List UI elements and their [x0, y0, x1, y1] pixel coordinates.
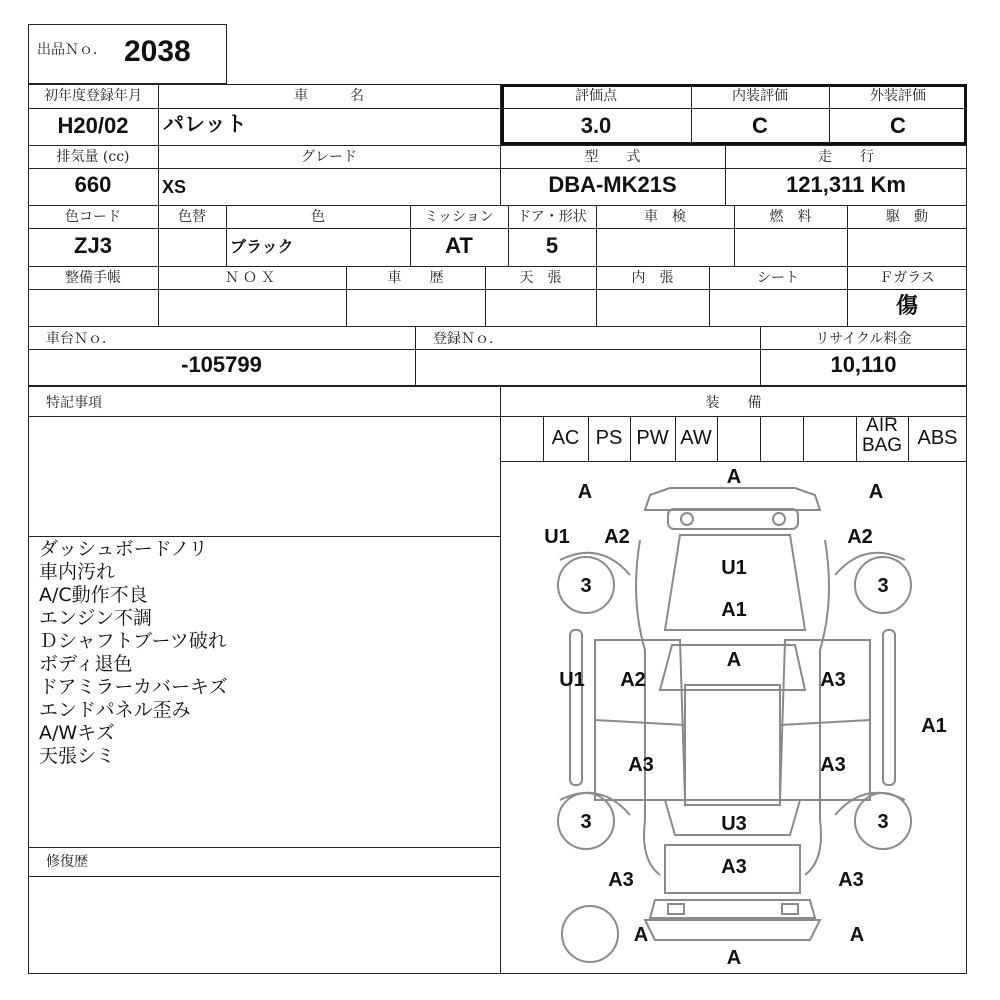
- interior-roof-label: 内 張: [631, 270, 674, 286]
- repair-history-label: 修復歴: [46, 854, 88, 870]
- mark-roof: U3: [721, 813, 747, 835]
- mission-value: AT: [445, 233, 473, 258]
- spare-wheel: [562, 906, 618, 962]
- displacement-label: 排気量 (cc): [56, 149, 130, 165]
- repaint-label: 色替: [178, 209, 206, 225]
- mileage-value: 121,311 Km: [786, 172, 906, 197]
- color-label: 色: [311, 209, 325, 225]
- mark-left-front-door-2: A2: [620, 669, 646, 691]
- lot-number: 2038: [124, 35, 191, 68]
- note-line: エンドパネル歪み: [39, 699, 191, 721]
- model-value: DBA-MK21S: [548, 172, 677, 197]
- mark-hood-2: A1: [721, 599, 747, 621]
- mark-right-rear-door: A3: [820, 754, 846, 776]
- grade-label: グレード: [301, 149, 357, 165]
- fuel-label: 燃 料: [769, 209, 812, 225]
- mark-left-front-panel: A2: [604, 526, 630, 548]
- car-name-label: 車 名: [294, 88, 364, 104]
- note-line: 天張シミ: [39, 745, 116, 767]
- model-label: 型 式: [584, 149, 641, 165]
- vehicle-history-label: 車 歴: [387, 270, 444, 286]
- service-book-label: 整備手帳: [65, 270, 121, 286]
- score-label: 評価点: [575, 88, 617, 104]
- equipment-ps: PS: [595, 427, 623, 449]
- mark-hood: U1: [721, 557, 747, 579]
- mark-rear-bumper: A: [726, 947, 742, 969]
- mark-left-quarter: A3: [608, 869, 634, 891]
- equipment-airbag: AIR BAG: [861, 415, 903, 456]
- equipment-pw: PW: [636, 427, 669, 449]
- mark-right-front-door: A3: [820, 669, 846, 691]
- mark-rear-left-corner: A: [633, 924, 649, 946]
- mission-label: ミッション: [424, 209, 494, 225]
- mileage-label: 走 行: [818, 149, 874, 165]
- equipment-aw: AW: [680, 427, 712, 449]
- mark-rear-right-corner: A: [849, 924, 865, 946]
- note-line: ダッシュボードノリ: [39, 538, 208, 560]
- note-line: 車内汚れ: [39, 561, 116, 583]
- mark-windshield: A: [726, 649, 742, 671]
- note-line: A/Wキズ: [39, 722, 115, 744]
- mark-rear-left-wheel: 3: [580, 811, 592, 833]
- mark-back-door: A3: [721, 856, 747, 878]
- mark-right-front-panel: A2: [847, 526, 873, 548]
- mark-front-bumper: A: [726, 466, 742, 488]
- note-line: エンジン不調: [39, 607, 153, 629]
- equipment-label: 装 備: [705, 395, 762, 411]
- notes-label: 特記事項: [46, 395, 102, 411]
- mark-rear-right-wheel: 3: [877, 811, 889, 833]
- sunroof-label: 天 張: [519, 270, 562, 286]
- mark-right-quarter: A3: [838, 869, 864, 891]
- equipment-abs: ABS: [917, 427, 958, 449]
- note-line: ドアミラーカバーキズ: [39, 676, 228, 698]
- seat-label: シート: [757, 270, 799, 286]
- mark-front-left-corner: A: [577, 481, 593, 503]
- mark-left-front-fender: U1: [544, 526, 570, 548]
- mark-front-right-wheel: 3: [877, 575, 889, 597]
- mark-left-rear-door: A3: [628, 754, 654, 776]
- mark-right-side: A1: [921, 715, 947, 737]
- front-glass-label: Ｆガラス: [879, 270, 935, 286]
- recycle-fee-value: 10,110: [830, 352, 897, 377]
- mark-left-front-door: U1: [559, 669, 585, 691]
- displacement-value: 660: [74, 172, 112, 197]
- note-line: A/C動作不良: [39, 584, 148, 606]
- nox-label: ＮＯＸ: [225, 270, 279, 286]
- registration-no-label: 登録Ｎｏ．: [433, 331, 503, 347]
- car-name-value: パレット: [163, 113, 247, 136]
- door-value: 5: [545, 233, 559, 258]
- note-line: Ｄシャフトブーツ破れ: [39, 630, 227, 652]
- front-glass-value: 傷: [895, 293, 918, 319]
- equipment-ac: AC: [551, 427, 580, 449]
- mark-front-right-corner: A: [868, 481, 884, 503]
- chassis-no-label: 車台Ｎｏ．: [46, 331, 116, 347]
- exterior-grade-value: C: [890, 113, 906, 138]
- mark-front-left-wheel: 3: [580, 575, 592, 597]
- exterior-grade-label: 外装評価: [870, 88, 926, 104]
- lot-box: [28, 24, 227, 84]
- reg-date-label: 初年度登録年月: [44, 88, 142, 104]
- color-value: ブラック: [230, 239, 294, 256]
- score-value: 3.0: [580, 113, 612, 138]
- grade-value: XS: [162, 177, 187, 197]
- chassis-no-value: -105799: [181, 352, 262, 377]
- door-label: ドア・形状: [517, 209, 587, 225]
- drive-label: 駆 動: [886, 209, 928, 225]
- interior-grade-label: 内装評価: [732, 88, 788, 104]
- car-condition-diagram: [500, 461, 967, 973]
- inspection-label: 車 検: [644, 209, 686, 225]
- lot-label: 出品Ｎｏ．: [37, 42, 107, 58]
- recycle-fee-label: リサイクル料金: [815, 331, 912, 347]
- color-code-value: ZJ3: [74, 233, 112, 258]
- color-code-label: 色コード: [65, 209, 121, 225]
- note-line: ボディ退色: [39, 653, 133, 675]
- reg-date-value: H20/02: [57, 113, 129, 138]
- interior-grade-value: C: [752, 113, 768, 138]
